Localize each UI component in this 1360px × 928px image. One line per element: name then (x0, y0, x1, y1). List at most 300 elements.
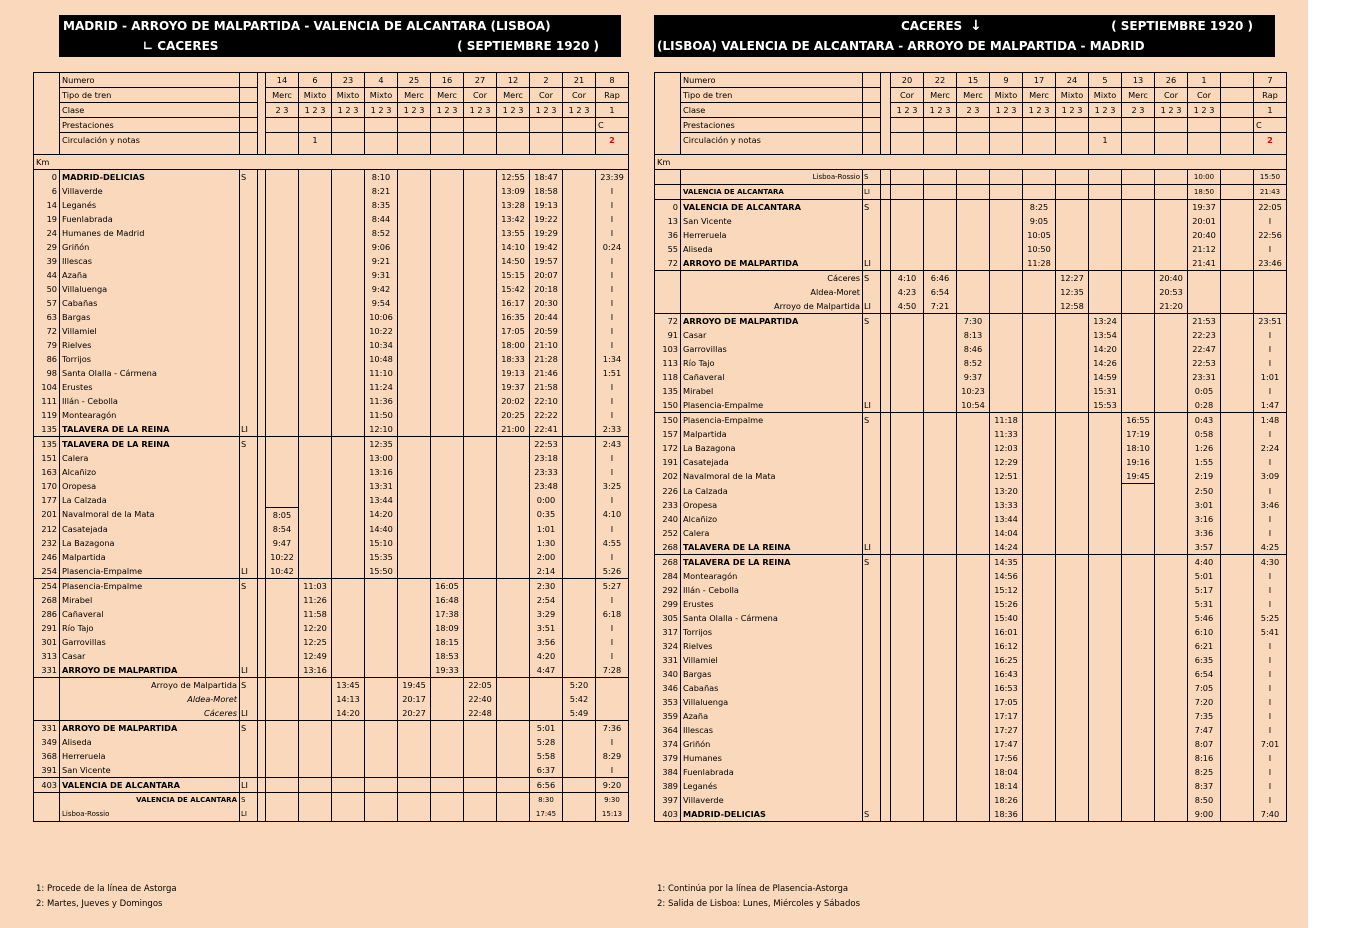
time-cell: 23:31 (1188, 370, 1221, 384)
time-cell (332, 296, 365, 310)
station-mark (240, 240, 258, 254)
time-cell: I (1254, 597, 1287, 611)
time-cell (1122, 611, 1155, 625)
time-cell (299, 282, 332, 296)
time-cell (563, 310, 596, 324)
header-prest-cell (299, 118, 332, 133)
right-timetable (654, 72, 1282, 868)
time-cell (563, 437, 596, 452)
time-cell (266, 635, 299, 649)
table-row (655, 639, 1287, 653)
time-cell (563, 394, 596, 408)
station-mark (863, 342, 881, 356)
time-cell (1089, 170, 1122, 185)
time-cell (1089, 583, 1122, 597)
time-cell: 15:40 (990, 611, 1023, 625)
time-cell (563, 198, 596, 212)
station-name: Casatejada (62, 523, 108, 534)
table-row (34, 493, 629, 507)
time-cell: I (596, 621, 629, 635)
table-row (655, 554, 1287, 569)
time-cell (398, 593, 431, 607)
station-name: TALAVERA DE LA REINA (683, 541, 791, 552)
table-row (655, 625, 1287, 639)
header-prest-cell: C (1254, 118, 1287, 133)
header-clase-cell: 1 2 3 (497, 103, 530, 118)
time-cell: 22:48 (464, 706, 497, 721)
time-cell (266, 240, 299, 254)
time-cell (1254, 299, 1287, 314)
time-cell (365, 720, 398, 735)
time-cell (1221, 709, 1254, 723)
header-numero-cell: 26 (1155, 73, 1188, 88)
header-numero-cell: 17 (1023, 73, 1056, 88)
time-cell: 17:05 (990, 695, 1023, 709)
time-cell (266, 479, 299, 493)
time-cell (431, 282, 464, 296)
table-row (34, 282, 629, 296)
header-prest-cell (990, 118, 1023, 133)
time-cell: I (1254, 667, 1287, 681)
time-cell: I (1254, 681, 1287, 695)
station-mark (863, 583, 881, 597)
right-title-branch: CACERES (901, 19, 963, 33)
time-cell: 2:50 (1188, 484, 1221, 498)
time-cell (1023, 597, 1056, 611)
station-name: Villamiel (62, 326, 97, 336)
time-cell (891, 723, 924, 737)
header-prest-cell (1056, 118, 1089, 133)
time-cell (299, 451, 332, 465)
time-cell: I (1254, 342, 1287, 356)
station-mark (863, 723, 881, 737)
row-gap (258, 170, 266, 185)
time-cell (1056, 256, 1089, 271)
station-name: Villaluenga (62, 284, 108, 294)
time-cell (1155, 667, 1188, 681)
time-cell (332, 170, 365, 185)
time-cell (924, 807, 957, 822)
time-cell (1221, 484, 1254, 498)
time-cell (266, 749, 299, 763)
time-cell (1023, 554, 1056, 569)
row-gap (881, 427, 891, 441)
time-cell (563, 380, 596, 394)
time-cell (1122, 737, 1155, 751)
time-cell (1056, 484, 1089, 498)
time-cell (1056, 314, 1089, 329)
time-cell: 4:50 (891, 299, 924, 314)
station-name: VALENCIA DE ALCANTARA (681, 200, 863, 215)
time-cell (563, 479, 596, 493)
station-mark: LI (863, 398, 881, 413)
station-name: Aldea-Moret (810, 287, 860, 297)
header-prest-cell (957, 118, 990, 133)
time-cell (990, 170, 1023, 185)
header-mark-gap (863, 118, 881, 133)
time-cell (431, 536, 464, 550)
time-cell (398, 607, 431, 621)
km-cell: 268 (34, 593, 60, 607)
time-cell: I (596, 522, 629, 536)
time-cell (1221, 185, 1254, 200)
time-cell: 14:59 (1089, 370, 1122, 384)
header-tipo-cell: Merc (957, 88, 990, 103)
time-cell (1122, 314, 1155, 329)
time-cell (563, 507, 596, 522)
km-cell: 135 (34, 437, 60, 452)
time-cell (398, 763, 431, 778)
header-numero-cell: 4 (365, 73, 398, 88)
time-cell (957, 751, 990, 765)
time-cell: 5:46 (1188, 611, 1221, 625)
header-numero-cell: 7 (1254, 73, 1287, 88)
time-cell (990, 271, 1023, 286)
time-cell (464, 240, 497, 254)
time-cell (1089, 807, 1122, 822)
time-cell (266, 310, 299, 324)
time-cell (891, 398, 924, 413)
time-cell (563, 212, 596, 226)
time-cell (1089, 228, 1122, 242)
time-cell (464, 807, 497, 822)
time-cell (1221, 370, 1254, 384)
time-cell: 8:07 (1188, 737, 1221, 751)
station-name: Villamiel (683, 654, 718, 665)
station-mark (240, 226, 258, 240)
time-cell: 21:12 (1188, 242, 1221, 256)
station-mark (863, 455, 881, 469)
time-cell: 5:42 (563, 692, 596, 706)
time-cell (497, 593, 530, 607)
time-cell (431, 394, 464, 408)
table-row (655, 413, 1287, 428)
time-cell (891, 793, 924, 807)
time-cell (1056, 625, 1089, 639)
row-gap (258, 550, 266, 564)
header-numero-cell: 2 (530, 73, 563, 88)
row-gap (881, 256, 891, 271)
km-cell: 397 (655, 793, 681, 807)
km-cell: 317 (655, 625, 681, 639)
time-cell: 9:05 (1023, 214, 1056, 228)
station-name: Aliseda (683, 244, 713, 254)
time-cell (1089, 639, 1122, 653)
time-cell (563, 352, 596, 366)
row-gap (881, 498, 891, 512)
header-prest-cell: C (596, 118, 629, 133)
time-cell (1155, 455, 1188, 469)
time-cell (1023, 512, 1056, 526)
time-cell: 20:59 (530, 324, 563, 338)
time-cell (299, 564, 332, 579)
time-cell (497, 649, 530, 663)
time-cell (891, 554, 924, 569)
time-cell (1089, 441, 1122, 455)
time-cell (1221, 681, 1254, 695)
table-row (655, 271, 1287, 286)
header-clase-cell: 2 3 (1122, 103, 1155, 118)
row-gap (258, 522, 266, 536)
time-cell (1089, 455, 1122, 469)
time-cell: 0:24 (596, 240, 629, 254)
time-cell (891, 328, 924, 342)
time-cell (1221, 667, 1254, 681)
time-cell (1122, 256, 1155, 271)
time-cell (1221, 554, 1254, 569)
time-cell (1023, 413, 1056, 428)
time-cell (990, 328, 1023, 342)
time-cell: 3:36 (1188, 526, 1221, 540)
time-cell (1089, 413, 1122, 428)
station-name: TALAVERA DE LA REINA (681, 554, 863, 569)
time-cell (924, 441, 957, 455)
row-gap (258, 792, 266, 807)
table-row (655, 793, 1287, 807)
time-cell (266, 198, 299, 212)
time-cell: 10:23 (957, 384, 990, 398)
row-gap (881, 526, 891, 540)
time-cell (431, 493, 464, 507)
time-cell (398, 578, 431, 593)
time-cell (957, 723, 990, 737)
row-gap (881, 384, 891, 398)
time-cell: 14:20 (365, 507, 398, 522)
time-cell: I (596, 184, 629, 198)
time-cell (266, 422, 299, 437)
time-cell: 10:54 (957, 398, 990, 413)
header-clase-cell: 1 2 3 (1155, 103, 1188, 118)
time-cell (1056, 723, 1089, 737)
station-name: Bargas (62, 312, 91, 322)
time-cell (1221, 228, 1254, 242)
time-cell (398, 493, 431, 507)
km-cell: 172 (655, 441, 681, 455)
time-cell (924, 242, 957, 256)
time-cell: 13:44 (990, 512, 1023, 526)
time-cell: 11:58 (299, 607, 332, 621)
station-mark (863, 469, 881, 484)
time-cell (957, 569, 990, 583)
time-cell (431, 408, 464, 422)
row-gap (881, 737, 891, 751)
station-name: La Calzada (683, 485, 728, 496)
time-cell (464, 226, 497, 240)
station-mark (240, 465, 258, 479)
table-row (655, 285, 1287, 299)
time-cell (563, 422, 596, 437)
row-gap (258, 268, 266, 282)
row-gap (881, 484, 891, 498)
time-cell: 1:34 (596, 352, 629, 366)
km-cell: 359 (655, 709, 681, 723)
time-cell: 15:50 (365, 564, 398, 579)
header-prest-cell (1089, 118, 1122, 133)
row-gap (258, 479, 266, 493)
time-cell: 8:13 (957, 328, 990, 342)
header-nota-cell (530, 133, 563, 155)
time-cell: 6:54 (924, 285, 957, 299)
table-row (34, 451, 629, 465)
table-row (34, 677, 629, 692)
time-cell (266, 324, 299, 338)
row-gap (258, 437, 266, 452)
row-gap (258, 649, 266, 663)
time-cell (398, 240, 431, 254)
header-row-tipo (655, 88, 1287, 103)
time-cell (1023, 569, 1056, 583)
time-cell (299, 184, 332, 198)
time-cell (464, 777, 497, 792)
header-nota-cell (957, 133, 990, 155)
row-gap (258, 212, 266, 226)
time-cell (990, 214, 1023, 228)
time-cell: 9:31 (365, 268, 398, 282)
time-cell (924, 765, 957, 779)
time-cell (497, 792, 530, 807)
table-row (34, 578, 629, 593)
time-cell (398, 184, 431, 198)
station-mark: LI (240, 663, 258, 678)
time-cell (431, 465, 464, 479)
km-cell (34, 706, 60, 721)
time-cell (563, 564, 596, 579)
time-cell (497, 437, 530, 452)
time-cell (563, 268, 596, 282)
time-cell (497, 807, 530, 822)
time-cell (891, 807, 924, 822)
time-cell: I (596, 763, 629, 778)
station-name: Villaverde (683, 794, 724, 805)
time-cell (332, 394, 365, 408)
header-clase-cell: 1 2 3 (891, 103, 924, 118)
time-cell: 13:00 (365, 451, 398, 465)
time-cell (299, 792, 332, 807)
time-cell (924, 526, 957, 540)
header-nota-cell (563, 133, 596, 155)
time-cell (1023, 185, 1056, 200)
station-name: Herreruela (62, 750, 106, 761)
time-cell: 17:56 (990, 751, 1023, 765)
header-label-prest: Prestaciones (60, 118, 240, 133)
time-cell (266, 352, 299, 366)
header-mark-gap (240, 73, 258, 88)
time-cell (563, 296, 596, 310)
time-cell (266, 170, 299, 185)
table-row (34, 507, 629, 522)
time-cell: 7:28 (596, 663, 629, 678)
time-cell: I (596, 649, 629, 663)
row-gap (258, 422, 266, 437)
km-cell: 50 (34, 282, 60, 296)
station-name: Mirabel (62, 594, 93, 605)
time-cell: 10:42 (266, 564, 299, 579)
time-cell: 6:46 (924, 271, 957, 286)
time-cell (1056, 583, 1089, 597)
time-cell (1089, 695, 1122, 709)
time-cell: 13:16 (299, 663, 332, 678)
time-cell (1089, 597, 1122, 611)
time-cell (924, 681, 957, 695)
table-row (34, 170, 629, 185)
table-row (34, 437, 629, 452)
header-prest-cell (398, 118, 431, 133)
table-row (34, 465, 629, 479)
header-tipo-cell: Merc (266, 88, 299, 103)
row-gap (258, 310, 266, 324)
time-cell (398, 635, 431, 649)
header-clase-cell: 2 3 (957, 103, 990, 118)
time-cell: 13:31 (365, 479, 398, 493)
time-cell (365, 749, 398, 763)
time-cell (431, 184, 464, 198)
time-cell (891, 469, 924, 484)
time-cell (891, 228, 924, 242)
table-row (655, 484, 1287, 498)
km-cell: 368 (34, 749, 60, 763)
row-gap (881, 625, 891, 639)
time-cell (1023, 299, 1056, 314)
time-cell (464, 479, 497, 493)
time-cell (1122, 285, 1155, 299)
time-cell (1122, 384, 1155, 398)
time-cell (957, 413, 990, 428)
km-cell: 403 (34, 777, 60, 792)
km-cell: 324 (655, 639, 681, 653)
time-cell (1056, 328, 1089, 342)
km-cell: 252 (655, 526, 681, 540)
time-cell (431, 692, 464, 706)
header-row-clase (34, 103, 629, 118)
time-cell: 0:43 (1188, 413, 1221, 428)
time-cell: I (1254, 427, 1287, 441)
header-prest-cell (332, 118, 365, 133)
time-cell (1056, 653, 1089, 667)
station-name: ARROYO DE MALPARTIDA (681, 314, 863, 329)
left-title-route: MADRID - ARROYO DE MALPARTIDA - VALENCIA DE ALCANTARA (LISBOA) (63, 19, 551, 33)
km-cell (34, 792, 60, 807)
time-cell (924, 793, 957, 807)
header-row-numero (34, 73, 629, 88)
time-cell: 13:44 (365, 493, 398, 507)
km-cell: 331 (34, 720, 60, 735)
time-cell (365, 677, 398, 692)
header-prest-cell (266, 118, 299, 133)
table-row (655, 526, 1287, 540)
time-cell (924, 370, 957, 384)
time-cell (497, 578, 530, 593)
time-cell: 14:24 (990, 540, 1023, 555)
time-cell (431, 324, 464, 338)
header-nota-cell (464, 133, 497, 155)
header-numero-cell: 23 (332, 73, 365, 88)
time-cell (266, 465, 299, 479)
time-cell (1155, 469, 1188, 484)
row-gap (881, 441, 891, 455)
table-row (655, 170, 1287, 185)
station-mark: LI (240, 706, 258, 721)
time-cell: 0:28 (1188, 398, 1221, 413)
time-cell: 19:13 (530, 198, 563, 212)
time-cell: 18:36 (990, 807, 1023, 822)
time-cell (563, 663, 596, 678)
header-nota-cell: 2 (596, 133, 629, 155)
km-cell: 86 (34, 352, 60, 366)
row-gap (258, 507, 266, 522)
time-cell (332, 635, 365, 649)
time-cell (266, 720, 299, 735)
header-spacer (34, 88, 60, 103)
